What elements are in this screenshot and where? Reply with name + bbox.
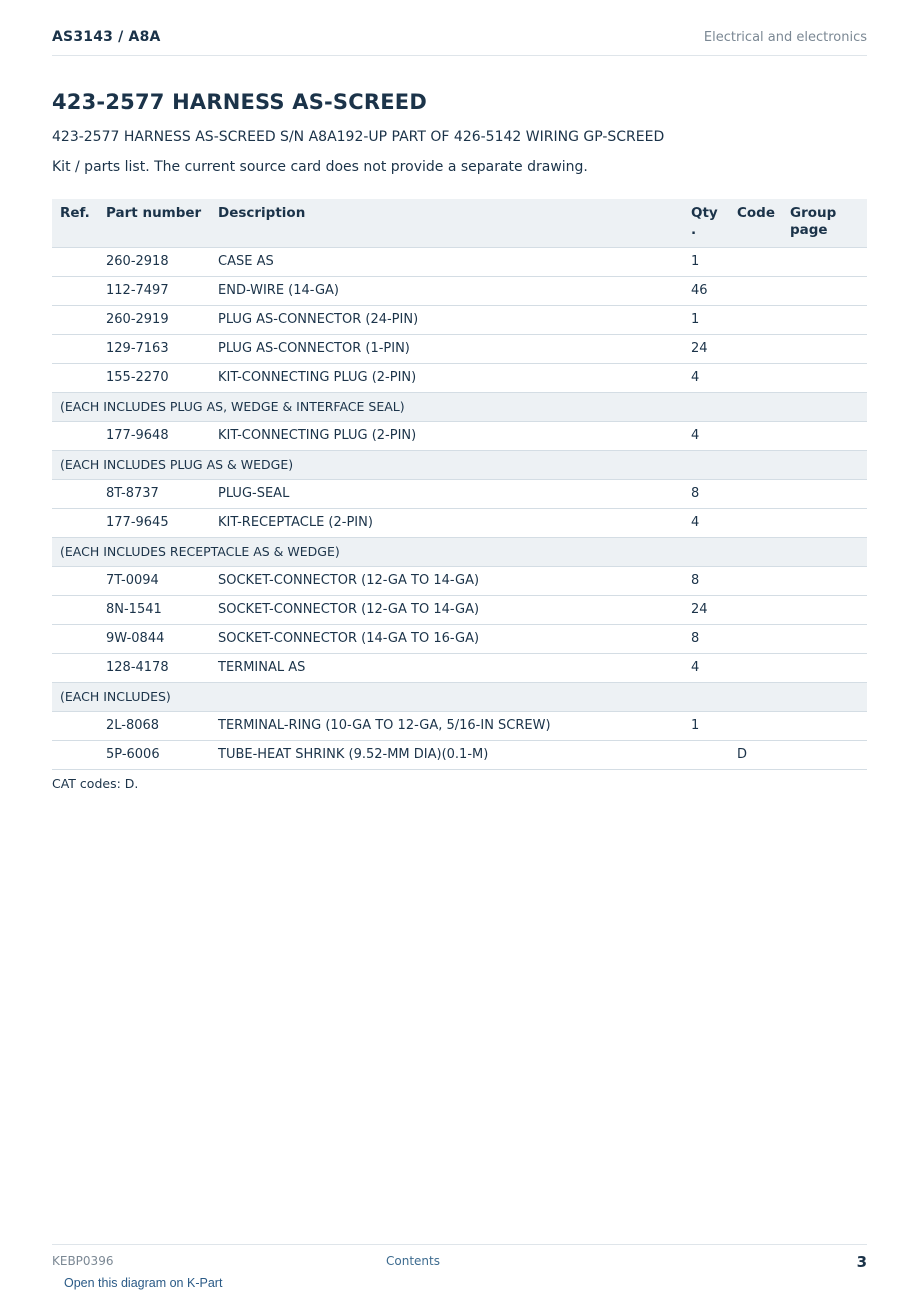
cell-ref [52,480,98,509]
table-row [52,480,867,509]
parts-table-body [52,248,867,770]
cell-group-page [782,509,867,538]
table-row [52,712,867,741]
cell-code [729,422,782,451]
cell-qty [683,741,729,770]
cell-code [729,335,782,364]
table-row [52,741,867,770]
table-note-row [52,451,867,480]
page-footer [52,1244,867,1275]
table-row [52,567,867,596]
cell-group-page [782,306,867,335]
cell-part-number: 9W-0844 [98,625,210,654]
cell-description: TERMINAL-RING (10-GA TO 12-GA, 5/16-IN SCREW) [210,712,683,741]
cell-description: SOCKET-CONNECTOR (14-GA TO 16-GA) [210,625,683,654]
cell-code [729,567,782,596]
cell-part-number: 8T-8737 [98,480,210,509]
cell-group-page [782,248,867,277]
row-note: (EACH INCLUDES PLUG AS & WEDGE) [52,451,867,480]
cell-description: PLUG-SEAL [210,480,683,509]
cell-group-page [782,625,867,654]
column-header-description: Description [210,199,683,248]
table-row [52,625,867,654]
cat-codes-note: CAT codes: D. [52,776,139,791]
cell-group-page [782,741,867,770]
cell-part-number: 112-7497 [98,277,210,306]
cell-part-number: 177-9648 [98,422,210,451]
cell-description: CASE AS [210,248,683,277]
column-header-group-page: Group page [782,199,867,248]
row-note: (EACH INCLUDES) [52,683,867,712]
cell-group-page [782,654,867,683]
page-header [52,29,867,56]
parts-table [52,199,867,770]
cell-code [729,480,782,509]
table-row [52,509,867,538]
footer-document-code: KEBP0396 [52,1254,114,1268]
cell-group-page [782,712,867,741]
cell-ref [52,654,98,683]
cell-ref [52,741,98,770]
cell-code [729,248,782,277]
cell-ref [52,306,98,335]
cell-qty: 8 [683,567,729,596]
cell-qty: 1 [683,306,729,335]
cell-group-page [782,277,867,306]
table-row [52,306,867,335]
contents-link[interactable]: Contents [386,1254,440,1268]
cell-description: KIT-CONNECTING PLUG (2-PIN) [210,364,683,393]
cell-part-number: 2L-8068 [98,712,210,741]
cell-qty: 8 [683,480,729,509]
cell-part-number: 8N-1541 [98,596,210,625]
cell-part-number: 128-4178 [98,654,210,683]
cell-code [729,364,782,393]
cell-group-page [782,364,867,393]
cell-code [729,306,782,335]
table-row [52,654,867,683]
cell-code [729,654,782,683]
table-row [52,596,867,625]
table-row [52,422,867,451]
cell-qty: 4 [683,509,729,538]
cell-description: END-WIRE (14-GA) [210,277,683,306]
cell-ref [52,364,98,393]
cell-ref [52,335,98,364]
cell-part-number: 260-2919 [98,306,210,335]
cell-code [729,596,782,625]
column-header-part-number: Part number [98,199,210,248]
cell-part-number: 260-2918 [98,248,210,277]
column-header-ref: Ref. [52,199,98,248]
cell-description: SOCKET-CONNECTOR (12-GA TO 14-GA) [210,567,683,596]
cell-qty: 4 [683,422,729,451]
cell-code [729,712,782,741]
cell-qty: 24 [683,596,729,625]
open-diagram-link[interactable]: Open this diagram on K-Part [64,1276,223,1290]
cell-qty: 1 [683,712,729,741]
cell-ref [52,248,98,277]
cell-qty: 46 [683,277,729,306]
row-note: (EACH INCLUDES PLUG AS, WEDGE & INTERFACE SEAL) [52,393,867,422]
cell-qty: 24 [683,335,729,364]
page-title: 423-2577 HARNESS AS-SCREED [52,90,427,114]
table-row [52,277,867,306]
cell-description: SOCKET-CONNECTOR (12-GA TO 14-GA) [210,596,683,625]
cell-part-number: 155-2270 [98,364,210,393]
cell-part-number: 129-7163 [98,335,210,364]
cell-ref [52,625,98,654]
cell-ref [52,277,98,306]
cell-group-page [782,422,867,451]
cell-description: KIT-CONNECTING PLUG (2-PIN) [210,422,683,451]
cell-description: TUBE-HEAT SHRINK (9.52-MM DIA)(0.1-M) [210,741,683,770]
table-row [52,364,867,393]
cell-group-page [782,596,867,625]
table-header-row [52,199,867,248]
cell-code [729,625,782,654]
cell-description: PLUG AS-CONNECTOR (1-PIN) [210,335,683,364]
cell-group-page [782,567,867,596]
table-note-row [52,393,867,422]
column-header-qty: Qty . [683,199,729,248]
cell-group-page [782,480,867,509]
cell-qty: 4 [683,654,729,683]
table-row [52,248,867,277]
cell-ref [52,567,98,596]
cell-part-number: 177-9645 [98,509,210,538]
cell-description: TERMINAL AS [210,654,683,683]
cell-code [729,509,782,538]
cell-qty: 1 [683,248,729,277]
cell-ref [52,596,98,625]
cell-qty: 8 [683,625,729,654]
column-header-code: Code [729,199,782,248]
cell-qty: 4 [683,364,729,393]
row-note: (EACH INCLUDES RECEPTACLE AS & WEDGE) [52,538,867,567]
cell-part-number: 5P-6006 [98,741,210,770]
source-note: Kit / parts list. The current source card does not provide a separate drawing. [52,159,588,175]
cell-description: KIT-RECEPTACLE (2-PIN) [210,509,683,538]
table-note-row [52,683,867,712]
document-id: AS3143 / A8A [52,29,161,45]
cell-ref [52,509,98,538]
cell-ref [52,712,98,741]
section-name: Electrical and electronics [703,30,867,45]
page-subtitle: 423-2577 HARNESS AS-SCREED S/N A8A192-UP PART OF 426-5142 WIRING GP-SCREED [52,129,665,145]
cell-group-page [782,335,867,364]
cell-ref [52,422,98,451]
cell-code: D [729,741,782,770]
cell-code [729,277,782,306]
page-number: 3 [856,1253,867,1271]
cell-part-number: 7T-0094 [98,567,210,596]
cell-description: PLUG AS-CONNECTOR (24-PIN) [210,306,683,335]
table-note-row [52,538,867,567]
table-row [52,335,867,364]
